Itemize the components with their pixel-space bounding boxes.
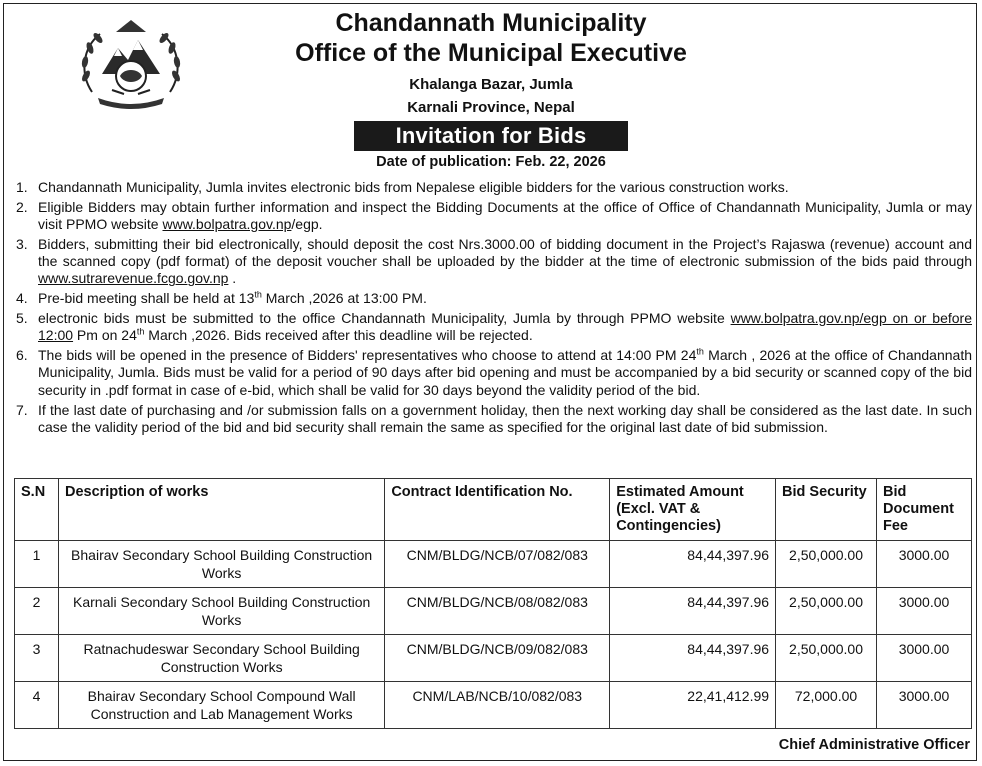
table-row: [15, 635, 972, 682]
notice-header: [0, 8, 982, 172]
cell-description: Bhairav Secondary School Compound Wall Construction and Lab Management Works: [58, 682, 384, 729]
cell-security: 2,50,000.00: [776, 588, 877, 635]
list-item: 2. Eligible Bidders may obtain further information and inspect the Bidding Documents at the office of Office of Chandannath Municipality, Jumla or may visit PPMO website www.bolpatra.gov.np/egp.: [16, 198, 972, 233]
column-header-contract-id: Contract Identification No.: [385, 479, 610, 541]
address-line-1: Khalanga Bazar, Jumla: [409, 76, 573, 93]
cell-amount: 84,44,397.96: [610, 588, 776, 635]
list-item: 3. Bidders, submitting their bid electronically, should deposit the cost Nrs.3000.00 of bidding document in the Project’s Rajaswa (revenue) account and the scanned copy (pdf format) of the deposit voucher shall be uploaded by the bidder at the time of electronic submission of the bids paid through www.sutrarevenue.fcgo.gov.np .: [16, 235, 972, 287]
cell-fee: 3000.00: [877, 635, 972, 682]
notice-items: [14, 179, 972, 439]
cell-security: 2,50,000.00: [776, 635, 877, 682]
publication-date: Date of publication: Feb. 22, 2026: [376, 154, 606, 170]
table-row: [15, 682, 972, 729]
table-row: [15, 588, 972, 635]
cell-description: Ratnachudeswar Secondary School Building Construction Works: [58, 635, 384, 682]
list-item: 4. Pre-bid meeting shall be held at 13th March ,2026 at 13:00 PM.: [16, 289, 427, 307]
office-title: Office of the Municipal Executive: [295, 39, 687, 67]
cell-amount: 84,44,397.96: [610, 635, 776, 682]
cell-sn: 3: [15, 635, 59, 682]
cell-contract-id: CNM/BLDG/NCB/09/082/083: [385, 635, 610, 682]
column-header-document-fee: Bid Document Fee: [877, 479, 972, 541]
signatory: Chief Administrative Officer: [778, 737, 970, 753]
list-item: 6. The bids will be opened in the presence of Bidders' representatives who choose to attend at 14:00 PM 24th March , 2026 at the office of Chandannath Municipality, Jumla. Bids must be valid for a period of 90 days after bid opening and must be accompanied by a bid security or scanned copy of the bid security in .pdf format in case of e-bid, which shall be valid for 30 days beyond the validity period of the bid.: [16, 346, 972, 398]
cell-description: Karnali Secondary School Building Construction Works: [58, 588, 384, 635]
cell-amount: 22,41,412.99: [610, 682, 776, 729]
cell-sn: 1: [15, 541, 59, 588]
sutrarevenue-link[interactable]: www.sutrarevenue.fcgo.gov.np: [38, 270, 229, 287]
cell-sn: 4: [15, 682, 59, 729]
table-row: [15, 541, 972, 588]
org-title: Chandannath Municipality: [335, 9, 647, 37]
invitation-banner: Invitation for Bids: [354, 121, 629, 151]
list-item: 7. If the last date of purchasing and /or submission falls on a government holiday, then the next working day shall be considered as the last date. In such case the validity period of the bid and bid security shall remain the same as specified for the original last date of bid submission.: [16, 401, 972, 435]
cell-fee: 3000.00: [877, 541, 972, 588]
cell-contract-id: CNM/BLDG/NCB/07/082/083: [385, 541, 610, 588]
cell-amount: 84,44,397.96: [610, 541, 776, 588]
column-header-sn: S.N: [15, 479, 59, 541]
cell-security: 72,000.00: [776, 682, 877, 729]
works-table: [14, 478, 972, 729]
cell-fee: 3000.00: [877, 682, 972, 729]
cell-security: 2,50,000.00: [776, 541, 877, 588]
cell-contract-id: CNM/BLDG/NCB/08/082/083: [385, 588, 610, 635]
list-item: 1. Chandannath Municipality, Jumla invites electronic bids from Nepalese eligible bidders for the various construction works.: [16, 179, 789, 195]
column-header-bid-security: Bid Security: [776, 479, 877, 541]
bolpatra-link[interactable]: www.bolpatra.gov.np: [162, 216, 292, 233]
list-item: 5. electronic bids must be submitted to the office Chandannath Municipality, Jumla by through PPMO website www.bolpatra.gov.np/egp on or before 12:00 Pm on 24th March ,2026. Bids received after this deadline will be rejected.: [16, 310, 972, 344]
address-line-2: Karnali Province, Nepal: [407, 99, 575, 116]
column-header-estimated-amount: Estimated Amount (Excl. VAT & Contingencies): [610, 479, 776, 541]
cell-fee: 3000.00: [877, 588, 972, 635]
column-header-description: Description of works: [58, 479, 384, 541]
cell-description: Bhairav Secondary School Building Construction Works: [58, 541, 384, 588]
table-header-row: [15, 479, 972, 541]
bolpatra-egp-link[interactable]: www.bolpatra.gov.np/egp on or before 12:00: [38, 310, 972, 344]
cell-contract-id: CNM/LAB/NCB/10/082/083: [385, 682, 610, 729]
cell-sn: 2: [15, 588, 59, 635]
